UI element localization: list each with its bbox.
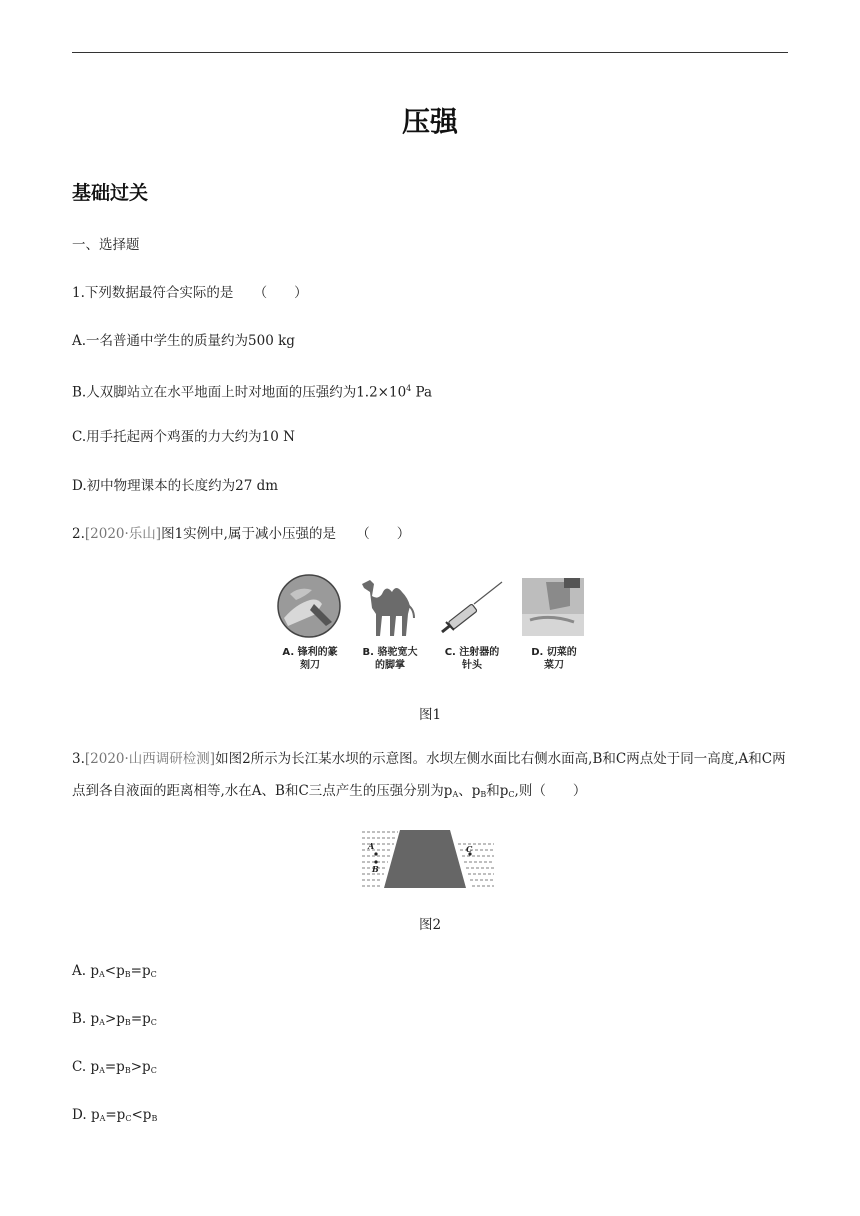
figure-2 [362, 830, 494, 888]
figure-2-caption: 图2 [418, 917, 442, 933]
question-1-stem: 1.下列数据最符合实际的是 （ ） [72, 285, 308, 301]
page-title: 压强 [401, 105, 458, 138]
point-a-label: A [368, 841, 375, 851]
kitchen-knife-icon [520, 574, 586, 638]
carving-knife-icon [276, 574, 342, 638]
point-c-label: C [466, 844, 473, 854]
figure-1-label-b: B. 骆驼宽大 的脚掌 [362, 647, 418, 671]
figure-1-item-b [352, 574, 428, 676]
question-3-option-b: B. $p_A>p_B=p_C$ [72, 1011, 157, 1027]
question-2-source: [2020·乐山] [84, 526, 162, 542]
dam-diagram [362, 830, 494, 888]
question-3-stem: 3.[2020·山西调研检测]如图2所示为长江某水坝的示意图。水坝左侧水面比右侧水面高,B和C两点处于同一高度,A和C两点到各自液面的距离相等,水在A、B和C三点产生的压强分别为$p_A$、$p_B$和$p_C$,则（ ） [72, 751, 786, 799]
question-1-option-d: D.初中物理课本的长度约为27 dm [72, 478, 279, 494]
figure-1-label-d: D. 切菜的 菜刀 [531, 647, 577, 671]
question-3-source: [2020·山西调研检测] [84, 751, 216, 767]
figure-1-item-a [272, 574, 348, 676]
question-3-option-a: A. $p_A<p_B=p_C$ [72, 963, 157, 979]
point-b-label: B [372, 864, 379, 874]
part-heading: 一、选择题 [72, 237, 140, 253]
camel-icon [356, 574, 422, 638]
syringe-icon [438, 574, 504, 638]
question-2-stem: 2.[2020·乐山]图1实例中,属于减小压强的是 （ ） [72, 526, 411, 542]
figure-1 [272, 574, 590, 676]
figure-1-item-d [516, 574, 592, 676]
question-3-option-d: D. $p_A=p_C<p_B$ [72, 1107, 158, 1123]
header-rule [72, 52, 788, 53]
question-3-option-c: C. $p_A=p_B>p_C$ [72, 1059, 157, 1075]
question-1-option-c: C.用手托起两个鸡蛋的力大约为10 N [72, 429, 295, 445]
figure-1-item-c [434, 574, 510, 676]
section-heading: 基础过关 [72, 182, 149, 204]
question-1-option-b: B.人双脚站立在水平地面上时对地面的压强约为$1.2\times 10^4$ Pa [72, 384, 433, 401]
figure-1-label-c: C. 注射器的 针头 [444, 647, 500, 671]
figure-1-label-a: A. 锋利的篆 刻刀 [282, 647, 338, 671]
question-1-option-a: A.一名普通中学生的质量约为500 kg [72, 333, 295, 349]
figure-1-caption: 图1 [418, 707, 442, 723]
